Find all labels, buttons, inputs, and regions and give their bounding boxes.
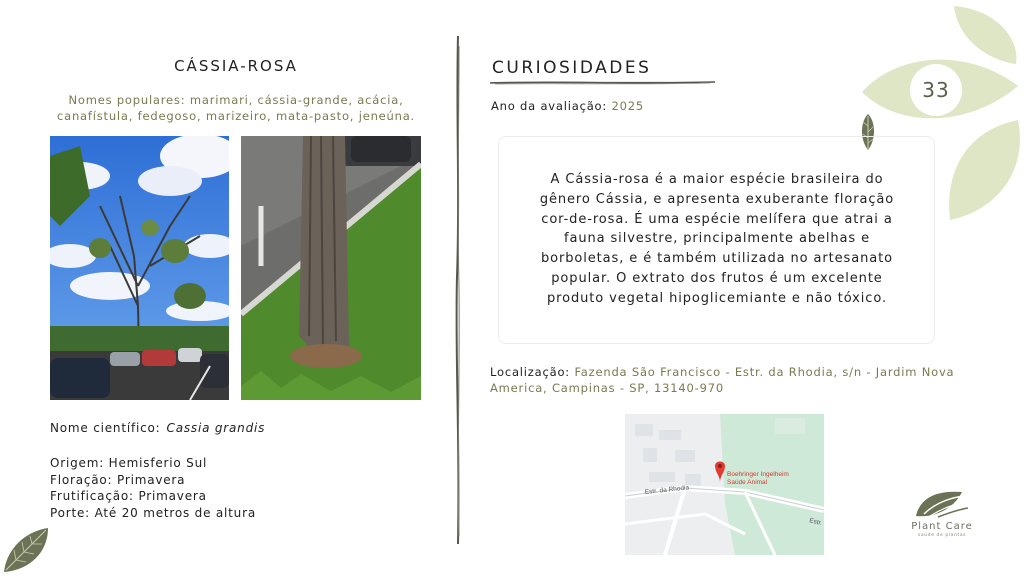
popular-names-line: Nomes populares: marimari, cássia-grande, acácia, [68, 93, 404, 107]
plant-details [50, 455, 256, 521]
origin-detail: Origem: Hemisferio Sul [50, 456, 208, 470]
species-title: CÁSSIA-ROSA [174, 57, 298, 75]
fruiting-detail: Frutificação: Primavera [50, 489, 207, 503]
map-road-label: Estr. da Rhodia [644, 484, 690, 496]
map-place-line1: Boehringer Ingelheim [727, 471, 789, 478]
year-value: 2025 [611, 99, 645, 113]
brand-name: Plant Care [911, 521, 973, 532]
curiosities-text [518, 170, 916, 309]
location [490, 365, 980, 396]
curiosities-title: CURIOSIDADES [492, 58, 652, 78]
tree-photo [50, 136, 229, 400]
flowering-detail: Floração: Primavera [50, 472, 186, 487]
leaf-bottom-icon [0, 522, 54, 576]
trunk-photo [241, 136, 421, 400]
popular-names [44, 92, 428, 124]
scientific-name-label: Nome científico: [50, 421, 161, 435]
popular-names-line: canafístula, fedegoso, marizeiro, mata-pasto, jeneúna. [56, 109, 416, 123]
curiosities-text-line: gênero Cássia, e apresenta exuberante floração [539, 191, 895, 207]
curiosities-text-line: A Cássia-rosa é a maior espécie brasileira do [550, 172, 884, 187]
scientific-name-value: Cassia grandis [166, 421, 266, 435]
title-underline [490, 78, 715, 88]
location-value-line1: Fazenda São Francisco - Estr. da Rhodia, s/n - Jardim Nova [574, 365, 955, 379]
location-label: Localização: [490, 365, 570, 379]
scientific-name [50, 421, 265, 435]
map-road-label-2: Estr. [808, 517, 823, 528]
curiosities-text-line: popular. O extrato dos frutos é um excelente [551, 270, 883, 286]
curiosities-text-line: borboletas, e é também utilizada no artesanato [541, 251, 893, 267]
page-number: 33 [910, 64, 962, 116]
location-value-line2: America, Campinas - SP, 13140-970 [490, 380, 724, 395]
curiosities-text-line: produto vegetal hipoglicemiante e não tóxico. [547, 290, 887, 306]
size-detail: Porte: Até 20 metros de altura [50, 505, 256, 520]
plant-care-logo-icon [912, 488, 970, 520]
column-divider [453, 36, 463, 544]
evaluation-year [491, 99, 644, 113]
curiosities-text-line: fauna silvestre, principalmente abelhas e [563, 231, 870, 247]
brand-tagline: saúde de plantas [917, 533, 967, 538]
year-label: Ano da avaliação: [491, 99, 608, 113]
map-place-line2: Saúde Animal [727, 479, 768, 486]
curiosities-text-line: cor-de-rosa. É uma espécie melífera que atrai a [541, 211, 893, 227]
location-map[interactable] [625, 414, 824, 555]
